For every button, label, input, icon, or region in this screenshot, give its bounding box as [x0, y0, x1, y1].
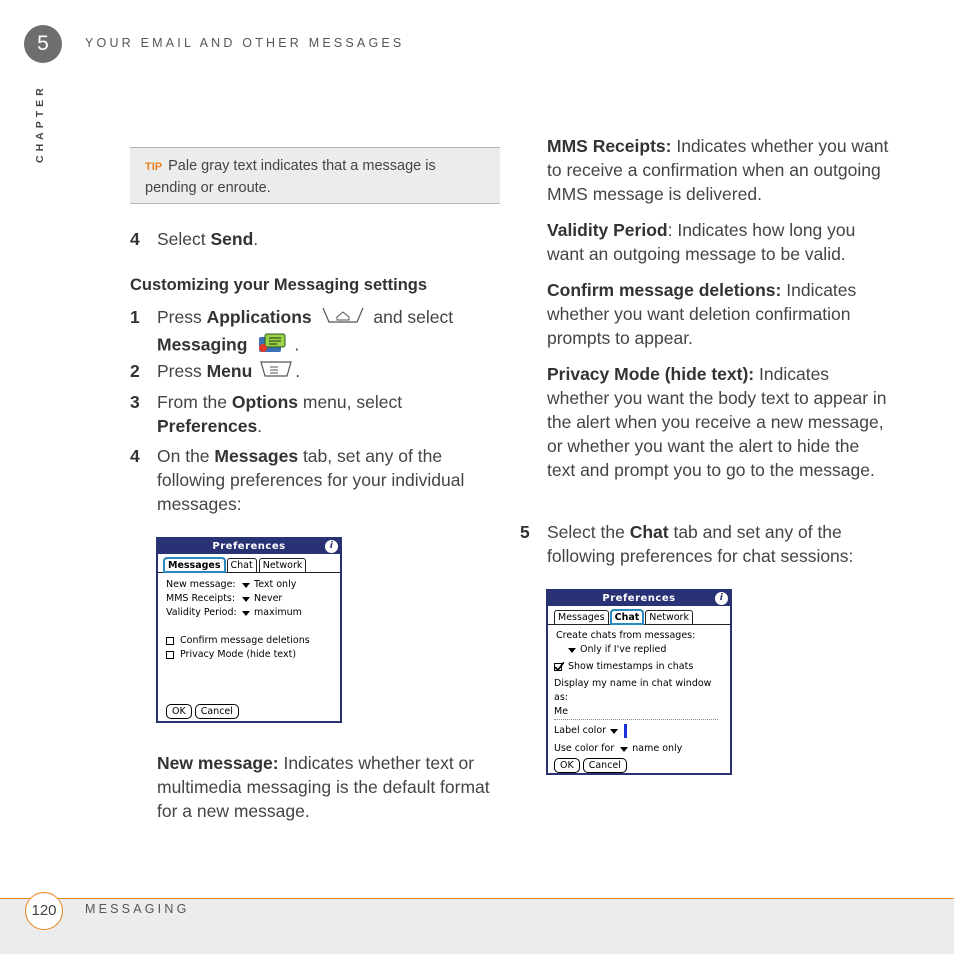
info-icon: i [325, 540, 338, 553]
label-color-row [554, 724, 724, 738]
confirm-deletions-row[interactable] [166, 634, 332, 648]
step-text: tab, set any of the following preferences for your individual messages: [157, 446, 465, 514]
row-value[interactable]: maximum [254, 607, 302, 618]
step-number: 2 [130, 361, 140, 381]
label-color-label: Label color [554, 725, 607, 736]
step-bold: Applications [206, 307, 312, 327]
step-5 [520, 520, 900, 568]
term: Privacy Mode (hide text): [547, 364, 755, 384]
mms-receipts-desc [547, 134, 892, 206]
ok-button[interactable]: OK [166, 704, 192, 719]
step-1 [130, 305, 510, 361]
step-bold: Menu [206, 361, 253, 381]
messages-preferences-screenshot [156, 537, 342, 723]
palm-title: Preferences [602, 593, 676, 604]
chapter-title: YOUR EMAIL AND OTHER MESSAGES [85, 36, 405, 50]
definition: Indicates whether you want deletion confirmation prompts to appear. [547, 280, 857, 348]
menu-key-icon [259, 359, 293, 385]
new-message-row [166, 578, 332, 592]
right-column [547, 134, 892, 494]
step-bold: Send [210, 229, 254, 249]
tab-chat[interactable]: Chat [227, 558, 257, 572]
chapter-vertical-label: CHAPTER [34, 84, 46, 163]
term: Validity Period [547, 220, 668, 240]
step-number: 1 [130, 307, 140, 327]
row-label: New message: [166, 579, 236, 590]
applications-key-icon [321, 305, 365, 331]
info-icon: i [715, 592, 728, 605]
dropdown-arrow-icon[interactable] [242, 611, 250, 616]
section-heading: Customizing your Messaging settings [130, 276, 428, 294]
palm-buttons [554, 753, 630, 773]
messaging-app-icon [255, 331, 291, 361]
palm-tabs [548, 606, 730, 625]
step-number: 4 [130, 446, 140, 466]
row-label: MMS Receipts: [166, 593, 236, 604]
dropdown-arrow-icon[interactable] [610, 729, 618, 734]
term: MMS Receipts: [547, 136, 672, 156]
checkbox[interactable] [166, 637, 174, 645]
step-number: 4 [130, 229, 140, 249]
step-text: and select [368, 307, 454, 327]
step-text: From the [157, 392, 232, 412]
tab-messages[interactable]: Messages [164, 558, 225, 572]
cancel-button[interactable]: Cancel [583, 758, 627, 773]
step-number: 5 [520, 522, 530, 542]
row-value[interactable]: Never [254, 593, 283, 604]
use-color-value[interactable]: name only [632, 743, 683, 754]
step-text: Select [157, 229, 211, 249]
definition: Indicates whether text or multimedia messaging is the default format for a new message. [157, 753, 490, 821]
use-color-label: Use color for [554, 743, 615, 754]
checked-checkbox-icon[interactable] [554, 663, 562, 671]
step-select-send [130, 227, 510, 251]
footer-rule [0, 898, 954, 899]
step-text: menu, select [298, 392, 403, 412]
palm-title-bar [158, 539, 340, 554]
chapter-number-badge: 5 [24, 25, 62, 63]
dropdown-arrow-icon[interactable] [568, 648, 576, 653]
color-swatch[interactable] [624, 724, 627, 738]
step-3 [130, 390, 510, 438]
step-text: Select the [547, 522, 630, 542]
palm-title-bar [548, 591, 730, 606]
checkbox-label: Privacy Mode (hide text) [180, 649, 297, 660]
palm-buttons [166, 699, 242, 719]
step-number: 3 [130, 392, 140, 412]
step-bold: Preferences [157, 416, 258, 436]
tab-messages[interactable]: Messages [554, 610, 609, 624]
page-number: 120 [25, 892, 63, 930]
create-chats-label: Create chats from messages: [556, 630, 696, 641]
display-name-input[interactable]: Me [554, 705, 718, 720]
step-text: Press [157, 361, 207, 381]
create-chats-row [554, 643, 724, 657]
privacy-mode-row[interactable] [166, 648, 332, 662]
step-text: . [253, 229, 259, 249]
tip-text: Pale gray text indicates that a message is pending or enroute. [145, 158, 436, 196]
step-text: . [257, 416, 263, 436]
palm-tabs [158, 554, 340, 573]
definition: Indicates whether you want to receive a confirmation when an outgoing MMS message is delivered. [547, 136, 889, 204]
tab-chat[interactable]: Chat [611, 610, 644, 624]
step-bold: Messages [214, 446, 299, 466]
dropdown-arrow-icon[interactable] [242, 597, 250, 602]
term: New message: [157, 753, 279, 773]
row-value[interactable]: Text only [254, 579, 297, 590]
step-text: . [295, 361, 301, 381]
checkbox[interactable] [166, 651, 174, 659]
dropdown-arrow-icon[interactable] [620, 747, 628, 752]
cancel-button[interactable]: Cancel [195, 704, 239, 719]
checkbox-label: Confirm message deletions [180, 635, 310, 646]
ok-button[interactable]: OK [554, 758, 580, 773]
step-bold: Chat [629, 522, 669, 542]
privacy-mode-desc [547, 362, 892, 482]
new-message-description [157, 751, 502, 823]
tip-box [130, 147, 500, 204]
chat-preferences-screenshot [546, 589, 732, 775]
timestamps-row[interactable] [554, 660, 724, 674]
step-text: On the [157, 446, 215, 466]
step-text: Press [157, 307, 207, 327]
display-name-label: Display my name in chat window as: [554, 678, 712, 703]
palm-title: Preferences [212, 541, 286, 552]
footer-section-title: MESSAGING [85, 902, 190, 916]
palm-body [548, 625, 730, 760]
dropdown-arrow-icon[interactable] [242, 583, 250, 588]
tab-network[interactable]: Network [645, 610, 693, 624]
definition: : Indicates how long you want an outgoing message to be valid. [547, 220, 856, 264]
validity-period-desc [547, 218, 892, 266]
tip-label: TIP [145, 161, 163, 173]
definition: Indicates whether you want the body text to appear in the alert when you receive a new message, or whether you want the alert to hide the text and prompt you to go to the message. [547, 364, 887, 480]
row-label: Validity Period: [166, 607, 237, 618]
step-2 [130, 359, 510, 385]
validity-period-row [166, 606, 332, 620]
timestamps-label: Show timestamps in chats [568, 661, 694, 672]
term: Confirm message deletions: [547, 280, 782, 300]
step-bold: Messaging [157, 335, 248, 355]
mms-receipts-row [166, 592, 332, 606]
confirm-deletions-desc [547, 278, 892, 350]
step-bold: Options [231, 392, 298, 412]
step-4-messages [130, 444, 502, 516]
palm-body [158, 573, 340, 667]
create-chats-value[interactable]: Only if I've replied [580, 644, 667, 655]
tab-network[interactable]: Network [259, 558, 307, 572]
step-text: tab and set any of the following preferences for chat sessions: [547, 522, 854, 566]
step-text: . [294, 335, 300, 355]
